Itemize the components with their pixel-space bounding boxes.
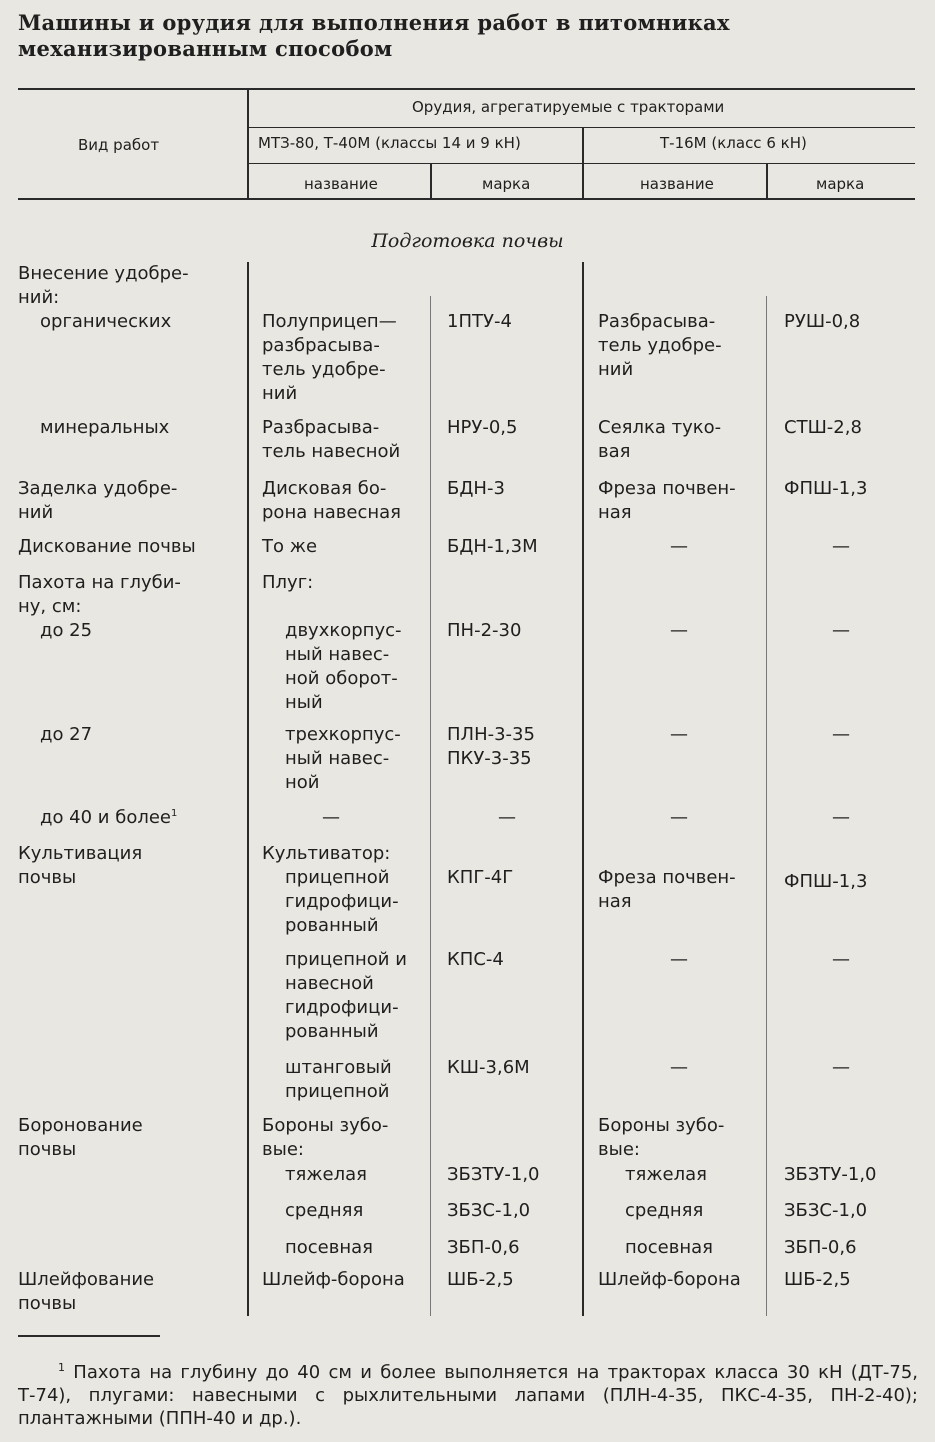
- row-3-mark-1: БДН-3: [447, 478, 505, 499]
- row-15-name-2: средняя: [625, 1200, 704, 1221]
- page-title: Машины и орудия для выполнения работ в питомниках механизированным способом: [18, 10, 730, 61]
- header-sub-rule: [247, 163, 915, 164]
- row-6-work: до 25: [40, 620, 93, 641]
- header-name-2: название: [640, 175, 714, 193]
- row-6-mark-2: —: [832, 620, 850, 641]
- footnote: [18, 1356, 918, 1430]
- header-work-type: Вид работ: [78, 136, 160, 154]
- row-11-name-1: прицепной и навесной гидрофици- рованный: [285, 949, 407, 1042]
- row-4-work: Дискование почвы: [18, 536, 196, 557]
- row-10-mark-2: ФПШ-1,3: [784, 871, 868, 892]
- row-10-name-1: прицепной гидрофици- рованный: [285, 867, 399, 936]
- row-5-work: Пахота на глуби- ну, см:: [18, 572, 181, 617]
- row-6-mark-1: ПН-2-30: [447, 620, 522, 641]
- section-heading: Подготовка почвы: [371, 230, 564, 252]
- header-divider-name-mark-1: [430, 164, 432, 199]
- row-15-name-1: средняя: [285, 1200, 364, 1221]
- row-4-mark-2: —: [832, 536, 850, 557]
- row-13-work: Боронование почвы: [18, 1115, 143, 1160]
- row-6-name-1: двухкорпус- ный навес- ной оборот- ный: [285, 620, 402, 713]
- row-12-name-2: —: [670, 1057, 688, 1078]
- header-implements: Орудия, агрегатируемые с тракторами: [412, 98, 725, 116]
- row-4-mark-1: БДН-1,3М: [447, 536, 538, 557]
- row-12-mark-2: —: [832, 1057, 850, 1078]
- row-7-name-1: трехкорпус- ный навес- ной: [285, 724, 401, 793]
- header-bottom-rule: [18, 198, 915, 200]
- row-8-work-text: до 40 и более: [40, 807, 171, 828]
- footnote-text: Пахота на глубину до 40 см и более выполняется на тракторах класса 30 кН (ДТ-75, Т-74), плугами: навесными с рыхлительными лапами (ПЛН-4-35, ПКС-4-35, ПН-2-40); плантажными (ППН-40 и др.).: [18, 1362, 918, 1429]
- row-9-work: Культивация почвы: [18, 843, 143, 888]
- header-top-rule: [18, 88, 915, 90]
- row-7-mark-2: —: [832, 724, 850, 745]
- row-15-mark-1: ЗБЗС-1,0: [447, 1200, 531, 1221]
- header-tractor-2: Т-16М (класс 6 кН): [660, 134, 807, 152]
- row-14-mark-1: ЗБЗТУ-1,0: [447, 1164, 540, 1185]
- header-name-1: название: [304, 175, 378, 193]
- row-14-name-1: тяжелая: [285, 1164, 367, 1185]
- row-4-name-1: То же: [262, 536, 318, 557]
- row-2-mark-2: СТШ-2,8: [784, 417, 862, 438]
- row-13-name-1: Бороны зубо- вые:: [262, 1115, 389, 1160]
- row-7-name-2: —: [670, 724, 688, 745]
- header-divider-tractor: [582, 128, 584, 199]
- row-9-name-1: Культиватор:: [262, 843, 391, 864]
- row-7-work: до 27: [40, 724, 93, 745]
- row-10-name-2: Фреза почвен- ная: [598, 867, 736, 912]
- body-divider-name-mark-2: [766, 296, 767, 1316]
- row-17-mark-2: ШБ-2,5: [784, 1269, 851, 1290]
- row-8-work: [40, 806, 177, 833]
- header-group-rule: [247, 127, 915, 128]
- header-mark-1: марка: [482, 175, 531, 193]
- body-divider-tractor: [582, 262, 584, 1316]
- row-3-mark-2: ФПШ-1,3: [784, 478, 868, 499]
- row-16-name-2: посевная: [625, 1237, 713, 1258]
- footnote-mark: 1: [58, 1361, 65, 1374]
- body-divider-name-mark-1: [430, 296, 431, 1316]
- row-6-name-2: —: [670, 620, 688, 641]
- row-5-name-1: Плуг:: [262, 572, 314, 593]
- row-16-mark-2: ЗБП-0,6: [784, 1237, 857, 1258]
- row-4-name-2: —: [670, 536, 688, 557]
- row-16-mark-1: ЗБП-0,6: [447, 1237, 520, 1258]
- row-1-name-1: Полуприцеп— разбрасыва- тель удобре- ний: [262, 311, 397, 404]
- row-2-name-2: Сеялка туко- вая: [598, 417, 722, 462]
- row-1-mark-2: РУШ-0,8: [784, 311, 861, 332]
- row-0-work: Внесение удобре- ний:: [18, 263, 189, 308]
- row-11-name-2: —: [670, 949, 688, 970]
- row-14-name-2: тяжелая: [625, 1164, 707, 1185]
- header-mark-2: марка: [816, 175, 865, 193]
- header-tractor-1: МТЗ-80, Т-40М (классы 14 и 9 кН): [258, 134, 521, 152]
- row-2-name-1: Разбрасыва- тель навесной: [262, 417, 401, 462]
- row-3-name-2: Фреза почвен- ная: [598, 478, 736, 523]
- row-15-mark-2: ЗБЗС-1,0: [784, 1200, 868, 1221]
- header-divider-work: [247, 89, 249, 199]
- header-divider-name-mark-2: [766, 164, 768, 199]
- row-1-name-2: Разбрасыва- тель удобре- ний: [598, 311, 722, 380]
- row-2-mark-1: НРУ-0,5: [447, 417, 518, 438]
- row-8-mark-1: —: [498, 807, 516, 828]
- row-1-mark-1: 1ПТУ-4: [447, 311, 512, 332]
- row-17-work: Шлейфование почвы: [18, 1269, 155, 1314]
- footnote-rule: [18, 1335, 160, 1337]
- row-14-mark-2: ЗБЗТУ-1,0: [784, 1164, 877, 1185]
- row-17-name-1: Шлейф-борона: [262, 1269, 405, 1290]
- footnote-reference: 1: [171, 808, 178, 819]
- row-11-mark-1: КПС-4: [447, 949, 504, 970]
- row-3-name-1: Дисковая бо- рона навесная: [262, 478, 401, 523]
- row-17-mark-1: ШБ-2,5: [447, 1269, 514, 1290]
- body-divider-work: [247, 262, 249, 1316]
- row-8-name-2: —: [670, 807, 688, 828]
- row-8-mark-2: —: [832, 807, 850, 828]
- row-8-name-1: —: [322, 807, 340, 828]
- row-10-mark-1: КПГ-4Г: [447, 867, 514, 888]
- row-13-name-2: Бороны зубо- вые:: [598, 1115, 725, 1160]
- row-3-work: Заделка удобре- ний: [18, 478, 178, 523]
- row-2-work: минеральных: [40, 417, 170, 438]
- row-1-work: органических: [40, 311, 172, 332]
- row-11-mark-2: —: [832, 949, 850, 970]
- row-12-name-1: штанговый прицепной: [285, 1057, 392, 1102]
- row-7-mark-1: ПЛН-3-35 ПКУ-3-35: [447, 724, 535, 769]
- row-12-mark-1: КШ-3,6М: [447, 1057, 530, 1078]
- row-16-name-1: посевная: [285, 1237, 373, 1258]
- row-17-name-2: Шлейф-борона: [598, 1269, 741, 1290]
